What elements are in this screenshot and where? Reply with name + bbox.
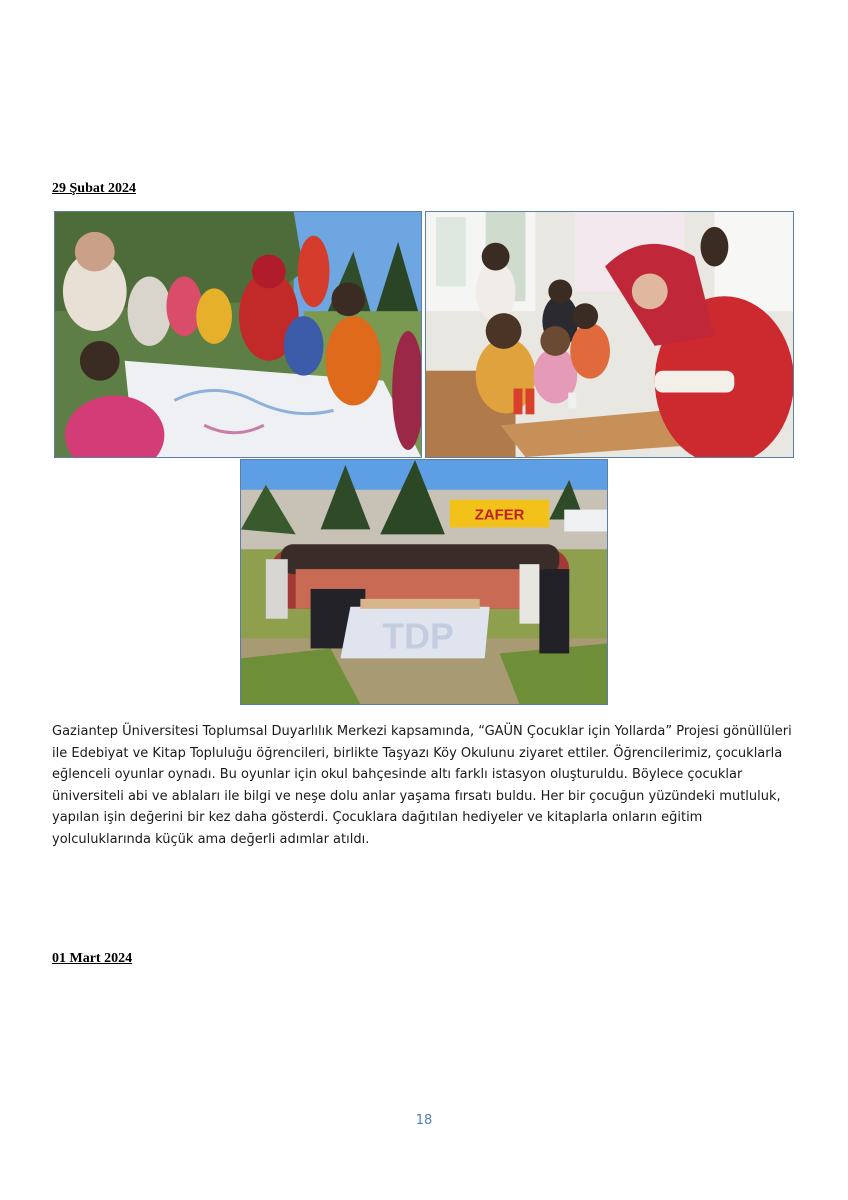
sign-text: ZAFER (474, 507, 525, 524)
section-date-heading: 01 Mart 2024 (52, 951, 133, 966)
section-date-heading: 29 Şubat 2024 (52, 181, 137, 196)
photo-group-yard (240, 459, 608, 705)
photo-classroom-activity-image (426, 212, 793, 457)
photo-drawing-activity (54, 211, 422, 458)
photo-drawing-activity-image (55, 212, 421, 457)
banner-text: TDP (382, 616, 454, 657)
body-paragraph: Gaziantep Üniversitesi Toplumsal Duyarlılık Merkezi kapsamında, “GAÜN Çocuklar için Yollarda” Projesi gönüllüleri ile Edebiyat ve Kitap Topluluğu öğrencileri, birlikte Taşyazı Köy Okulunu ziyaret ettiler. Öğrencilerimiz, çocuklarla eğlenceli oyunlar oynadı. Bu oyunlar için okul bahçesinde altı farklı istasyon oluşturuldu. Böylece çocuklar üniversiteli abi ve ablaları ile bilgi ve neşe dolu anlar yaşama fırsatı buldu. Her bir çocuğun yüzündeki mutluluk, yapılan işin değerini bir kez daha gösterdi. Çocuklara dağıtılan hediyeler ve kitaplarla onların eğitim yolculuklarında küçük ama değerli adımlar atıldı. (52, 724, 792, 847)
page-number: 18 (415, 1113, 433, 1128)
photo-classroom-activity (425, 211, 794, 458)
photo-group-yard-image (241, 460, 607, 704)
